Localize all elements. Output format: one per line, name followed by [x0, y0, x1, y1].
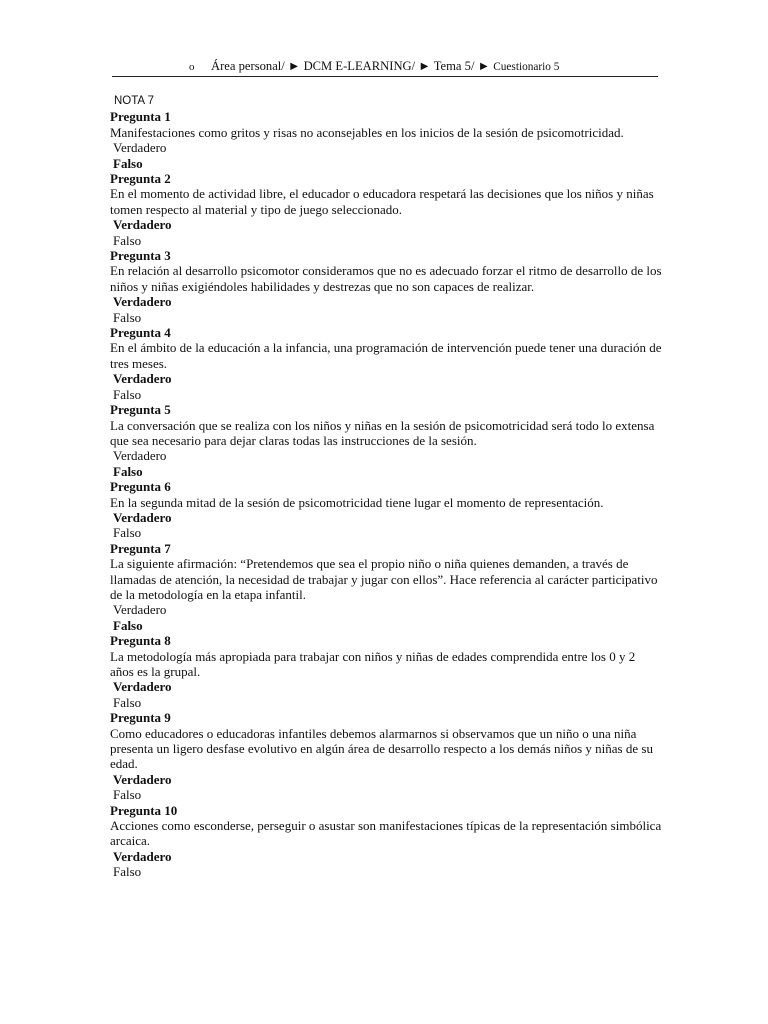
question-text: En el ámbito de la educación a la infancia, una programación de intervención puede tener una duración de tres meses. — [110, 340, 662, 371]
question-text: Acciones como esconderse, perseguir o asustar son manifestaciones típicas de la representación simbólica arcaica. — [110, 818, 662, 849]
answer-option-verdadero[interactable]: Verdadero — [113, 140, 167, 156]
answer-option-falso[interactable]: Falso — [113, 617, 143, 633]
question-text: En el momento de actividad libre, el educador o educadora respetará las decisiones que los niños y niñas tomen respecto al material y tipo de juego seleccionado. — [110, 186, 654, 217]
answer-option-verdadero[interactable]: Verdadero — [113, 679, 172, 695]
answer-option-falso[interactable]: Falso — [113, 694, 142, 710]
answer-option-verdadero[interactable]: Verdadero — [113, 294, 172, 310]
answer-option-verdadero[interactable]: Verdadero — [113, 217, 172, 233]
breadcrumb-item-tema-5[interactable]: Tema 5 — [433, 59, 471, 73]
question-block — [110, 171, 662, 248]
answer-option-falso[interactable]: Falso — [113, 155, 143, 171]
answer-option-falso[interactable]: Falso — [113, 787, 142, 803]
question-block — [110, 633, 662, 710]
answer-option-falso[interactable]: Falso — [113, 386, 142, 402]
question-title: Pregunta 9 — [110, 710, 171, 726]
breadcrumb-item-dcm-elearning[interactable]: DCM E-LEARNING — [303, 59, 412, 73]
question-title: Pregunta 10 — [110, 802, 178, 818]
question-title: Pregunta 7 — [110, 540, 171, 556]
question-title: Pregunta 1 — [110, 109, 171, 125]
question-title: Pregunta 4 — [110, 325, 171, 341]
question-title: Pregunta 2 — [110, 171, 171, 187]
grade-label: NOTA 7 — [114, 95, 155, 107]
answer-option-verdadero[interactable]: Verdadero — [113, 371, 172, 387]
question-text: La siguiente afirmación: “Pretendemos que sea el propio niño o niña quienes demanden, a través de llamadas de atención, la necesidad de trabajar y jugar con ellos”. Hace referencia al carácter participativo de la metodología en la etapa infantil. — [110, 556, 658, 602]
question-text: En relación al desarrollo psicomotor consideramos que no es adecuado forzar el ritmo de desarrollo de los niños y niñas exigiéndoles habilidades y destrezas que no son capaces de realizar. — [110, 263, 662, 294]
question-text: La metodología más apropiada para trabajar con niños y niñas de edades comprendida entre los 0 y 2 años es la grupal. — [110, 648, 636, 680]
answer-option-falso[interactable]: Falso — [113, 309, 142, 325]
answer-option-falso[interactable]: Falso — [113, 463, 143, 479]
bullet-icon: o — [189, 61, 195, 73]
breadcrumb — [211, 58, 559, 75]
answer-option-verdadero[interactable]: Verdadero — [113, 848, 172, 864]
answer-option-falso[interactable]: Falso — [113, 525, 142, 541]
question-title: Pregunta 6 — [110, 479, 171, 495]
question-block — [110, 402, 662, 479]
answer-option-falso[interactable]: Falso — [113, 864, 142, 880]
question-list — [110, 109, 662, 879]
question-text: Como educadores o educadoras infantiles debemos alarmarnos si observamos que un niño o una niña presenta un ligero desfase evolutivo en algún área de desarrollo respecto a los demás niños y niñas de su edad. — [110, 725, 653, 772]
question-block — [110, 710, 662, 802]
question-block — [110, 248, 662, 325]
answer-option-verdadero[interactable]: Verdadero — [113, 602, 167, 618]
answer-option-falso[interactable]: Falso — [113, 232, 142, 248]
question-text: Manifestaciones como gritos y risas no aconsejables en los inicios de la sesión de psicomotricidad. — [110, 124, 624, 140]
question-title: Pregunta 5 — [110, 402, 171, 418]
question-title: Pregunta 3 — [110, 248, 171, 264]
question-block — [110, 541, 662, 633]
breadcrumb-item-area-personal[interactable]: Área personal — [211, 59, 282, 73]
breadcrumb-separator: / ► — [470, 59, 491, 73]
question-block — [110, 803, 662, 880]
breadcrumb-separator: / ► — [411, 59, 431, 73]
question-title: Pregunta 8 — [110, 633, 171, 649]
question-block — [110, 109, 662, 171]
breadcrumb-header — [112, 58, 658, 77]
answer-option-verdadero[interactable]: Verdadero — [113, 448, 167, 464]
quiz-content — [110, 94, 662, 880]
answer-option-verdadero[interactable]: Verdadero — [113, 509, 172, 525]
answer-option-verdadero[interactable]: Verdadero — [113, 771, 172, 787]
question-text: La conversación que se realiza con los niños y niñas en la sesión de psicomotricidad será todo lo extensa que sea necesario para dejar claras todas las instrucciones de la sesión. — [110, 417, 655, 448]
question-text: En la segunda mitad de la sesión de psicomotricidad tiene lugar el momento de representación. — [110, 494, 604, 510]
question-block — [110, 479, 662, 541]
breadcrumb-separator: / ► — [281, 59, 301, 73]
breadcrumb-item-cuestionario-5: Cuestionario 5 — [493, 61, 560, 73]
question-block — [110, 325, 662, 402]
